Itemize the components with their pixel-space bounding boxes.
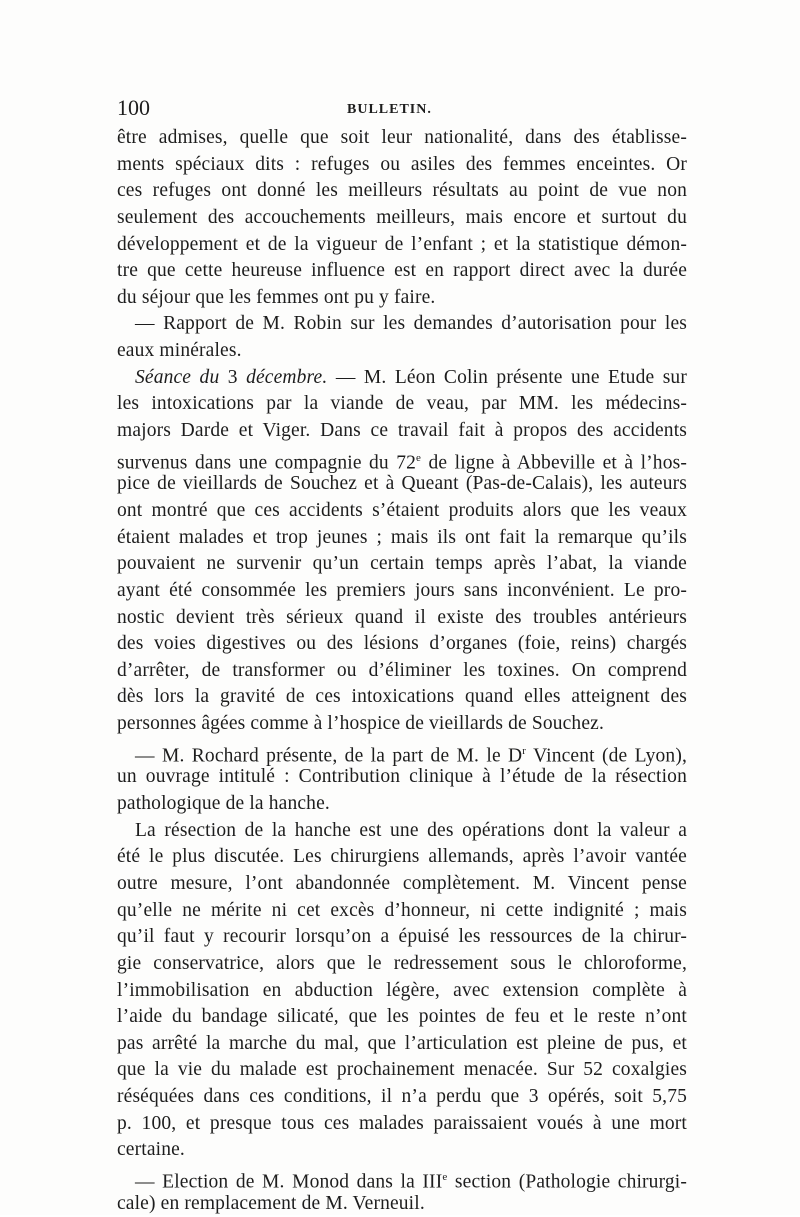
- text-line: être admises, quelle que soit leur nationalité, dans des établisse-: [117, 127, 687, 148]
- text-line: certaine.: [117, 1139, 185, 1161]
- text-line: nostic devient très sérieux quand il existe des troubles antérieurs: [117, 606, 687, 628]
- text-line: outre mesure, l’ont abandonnée complètement. M. Vincent pense: [117, 872, 687, 894]
- text-line: développement et de la vigueur de l’enfant ; et la statistique démon-: [117, 233, 687, 255]
- session-date: Séance du: [135, 366, 220, 388]
- text-line: dès lors la gravité de ces intoxications quand elles atteignent des: [117, 686, 687, 708]
- text-line: — Election de M. Monod dans la IIIe section (Pathologie chirurgi-: [135, 1170, 687, 1193]
- superscript: r: [522, 744, 527, 757]
- text-line: — M. Rochard présente, de la part de M. le $D^r$ Vincent (de Lyon),: [135, 744, 687, 767]
- text-line: p. 100, et presque tous ces malades paraissaient voués à une mort: [117, 1112, 687, 1134]
- text-line: ayant été consommée les premiers jours sans inconvénient. Le pro-: [117, 579, 687, 601]
- text-line: La résection de la hanche est une des opérations dont la valeur a: [135, 819, 687, 841]
- text-line: ont montré que ces accidents s’étaient produits alors que les veaux: [117, 499, 687, 521]
- text-line: qu’elle ne mérite ni cet excès d’honneur, ni cette indignité ; mais: [117, 899, 687, 921]
- text-line: pice de vieillards de Souchez et à Queant (Pas-de-Calais), les auteurs: [117, 473, 687, 495]
- text-line: — Rapport de M. Robin sur les demandes d’autorisation pour les: [135, 313, 687, 335]
- text-line: été le plus discutée. Les chirurgiens allemands, après l’avoir vantée: [117, 846, 687, 868]
- text-line: des voies digestives ou des lésions d’organes (foie, reins) chargés: [117, 633, 687, 655]
- text-line: l’immobilisation en abduction légère, avec extension complète à: [117, 979, 687, 1001]
- text-line: ces refuges ont donné les meilleurs résultats au point de vue non: [117, 180, 687, 202]
- text-line: les intoxications par la viande de veau, par MM. les médecins-: [117, 393, 687, 415]
- text-line: survenus dans une compagnie du 72e de ligne à Abbeville et à l’hos-: [117, 451, 687, 474]
- text-line: ments spéciaux dits : refuges ou asiles des femmes enceintes. Or: [117, 153, 687, 175]
- text-line: étaient malades et trop jeunes ; mais ils ont fait la remarque qu’ils: [117, 526, 687, 548]
- superscript: e: [442, 1170, 448, 1183]
- text-line: cale) en remplacement de M. Verneuil.: [117, 1192, 425, 1214]
- running-title: BULLETIN.: [347, 102, 432, 117]
- text-line: tre que cette heureuse influence est en rapport direct avec la durée: [117, 260, 687, 282]
- superscript: e: [416, 451, 422, 464]
- body-text: [117, 125, 687, 1217]
- text-line: réséquées dans ces conditions, il n’a perdu que 3 opérés, soit 5,75: [117, 1086, 687, 1108]
- text-line: du séjour que les femmes ont pu y faire.: [117, 286, 436, 308]
- text-line: gie conservatrice, alors que le redressement sous le chloroforme,: [117, 952, 687, 974]
- section-heading-line: Séance du 3 décembre. — M. Léon Colin présente une Etude sur: [135, 366, 687, 388]
- text-line: pouvaient ne survenir qu’un certain temps après l’abat, la viande: [117, 553, 687, 575]
- text-line: seulement des accouchements meilleurs, mais encore et surtout du: [117, 206, 687, 228]
- text-line: qu’il faut y recourir lorsqu’on a épuisé les ressources de la chirur-: [117, 926, 687, 948]
- text-line: l’aide du bandage silicaté, que les pointes de feu et le reste n’ont: [117, 1006, 687, 1028]
- text-line: pathologique de la hanche.: [117, 793, 330, 815]
- text-line: majors Darde et Viger. Dans ce travail fait à propos des accidents: [117, 420, 687, 442]
- text-line: que la vie du malade est prochainement menacée. Sur 52 coxalgies: [117, 1059, 687, 1081]
- text-line: personnes âgées comme à l’hospice de vieillards de Souchez.: [117, 713, 604, 735]
- text-line: d’arrêter, de transformer ou d’éliminer les toxines. On comprend: [117, 659, 687, 681]
- session-date-month: décembre.: [246, 366, 328, 388]
- text-line: pas arrêté la marche du mal, que l’articulation est pleine de pus, et: [117, 1032, 687, 1054]
- page-number: 100: [117, 95, 150, 120]
- text-line: eaux minérales.: [117, 340, 242, 362]
- running-header: [117, 92, 687, 126]
- text-line: un ouvrage intitulé : Contribution clinique à l’étude de la résection: [117, 766, 687, 788]
